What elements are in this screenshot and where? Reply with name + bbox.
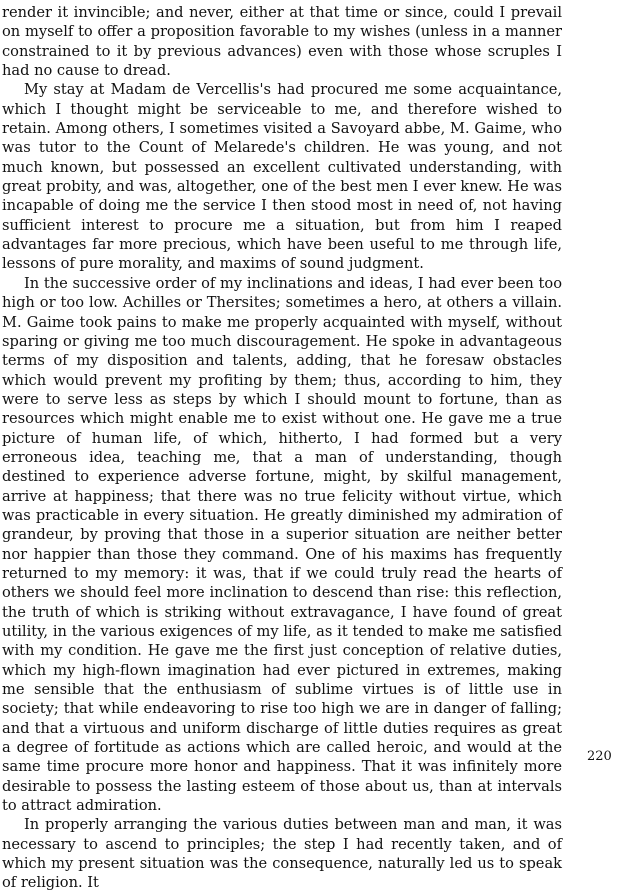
- paragraph: My stay at Madam de Vercellis's had procured me some acquaintance, which I thought might be serviceable to me, and therefore wished to retain. Among others, I sometimes visited a Savoyard abbe, M. Gaime, who was tutor to the Count of Melarede's children. He was young, and not much known, but possessed an excellent cultivated understanding, with great probity, and was, altogether, one of the best men I ever knew. He was incapable of doing me the service I then stood most in need of, not having sufficient interest to procure me a situation, but from him I reaped advantages far more precious, which have been useful to me through life, lessons of pure morality, and maxims of sound judgment.: [2, 81, 562, 273]
- paragraph: render it invincible; and never, either at that time or since, could I prevail on myself to offer a proposition favorable to my wishes (unless in a manner constrained to it by previous advances) even with those whose scruples I had no cause to dread.: [2, 4, 562, 80]
- paragraph: In the successive order of my inclinations and ideas, I had ever been too high or too low. Achilles or Thersites; sometimes a hero, at others a villain. M. Gaime took pains to make me properly acquainted with myself, without sparing or giving me too much discouragement. He spoke in advantageous terms of my disposition and talents, adding, that he foresaw obstacles which would prevent my profiting by them; thus, according to him, they were to serve less as steps by which I should mount to fortune, than as resources which might enable me to exist without one. He gave me a true picture of human life, of which, hitherto, I had formed but a very erroneous idea, teaching me, that a man of understanding, though destined to experience adverse fortune, might, by skilful management, arrive at happiness; that there was no true felicity without virtue, which was practicable in every situation. He greatly diminished my admiration of grandeur, by proving that those in a superior situation are neither better nor happier than those they command. One of his maxims has frequently returned to my memory: it was, that if we could truly read the hearts of others we should feel more inclination to descend than rise: this reflection, the truth of which is striking without extravagance, I have found of great utility, in the various exigences of my life, as it tended to make me satisfied with my condition. He gave me the first just conception of relative duties, which my high-flown imagination had ever pictured in extremes, making me sensible that the enthusiasm of sublime virtues is of little use in society; that while endeavoring to rise too high we are in danger of falling; and that a virtuous and uniform discharge of little duties requires as great a degree of fortitude as actions which are called heroic, and would at the same time procure more honor and happiness. That it was infinitely more desirable to possess the lasting esteem of those about us, than at intervals to attract admiration.: [2, 274, 562, 815]
- page-number: 220: [587, 749, 612, 764]
- body-text: [2, 3, 562, 893]
- paragraph: In properly arranging the various duties between man and man, it was necessary to ascend to principles; the step I had recently taken, and of which my present situation was the consequence, naturally led us to speak of religion. It: [2, 816, 562, 892]
